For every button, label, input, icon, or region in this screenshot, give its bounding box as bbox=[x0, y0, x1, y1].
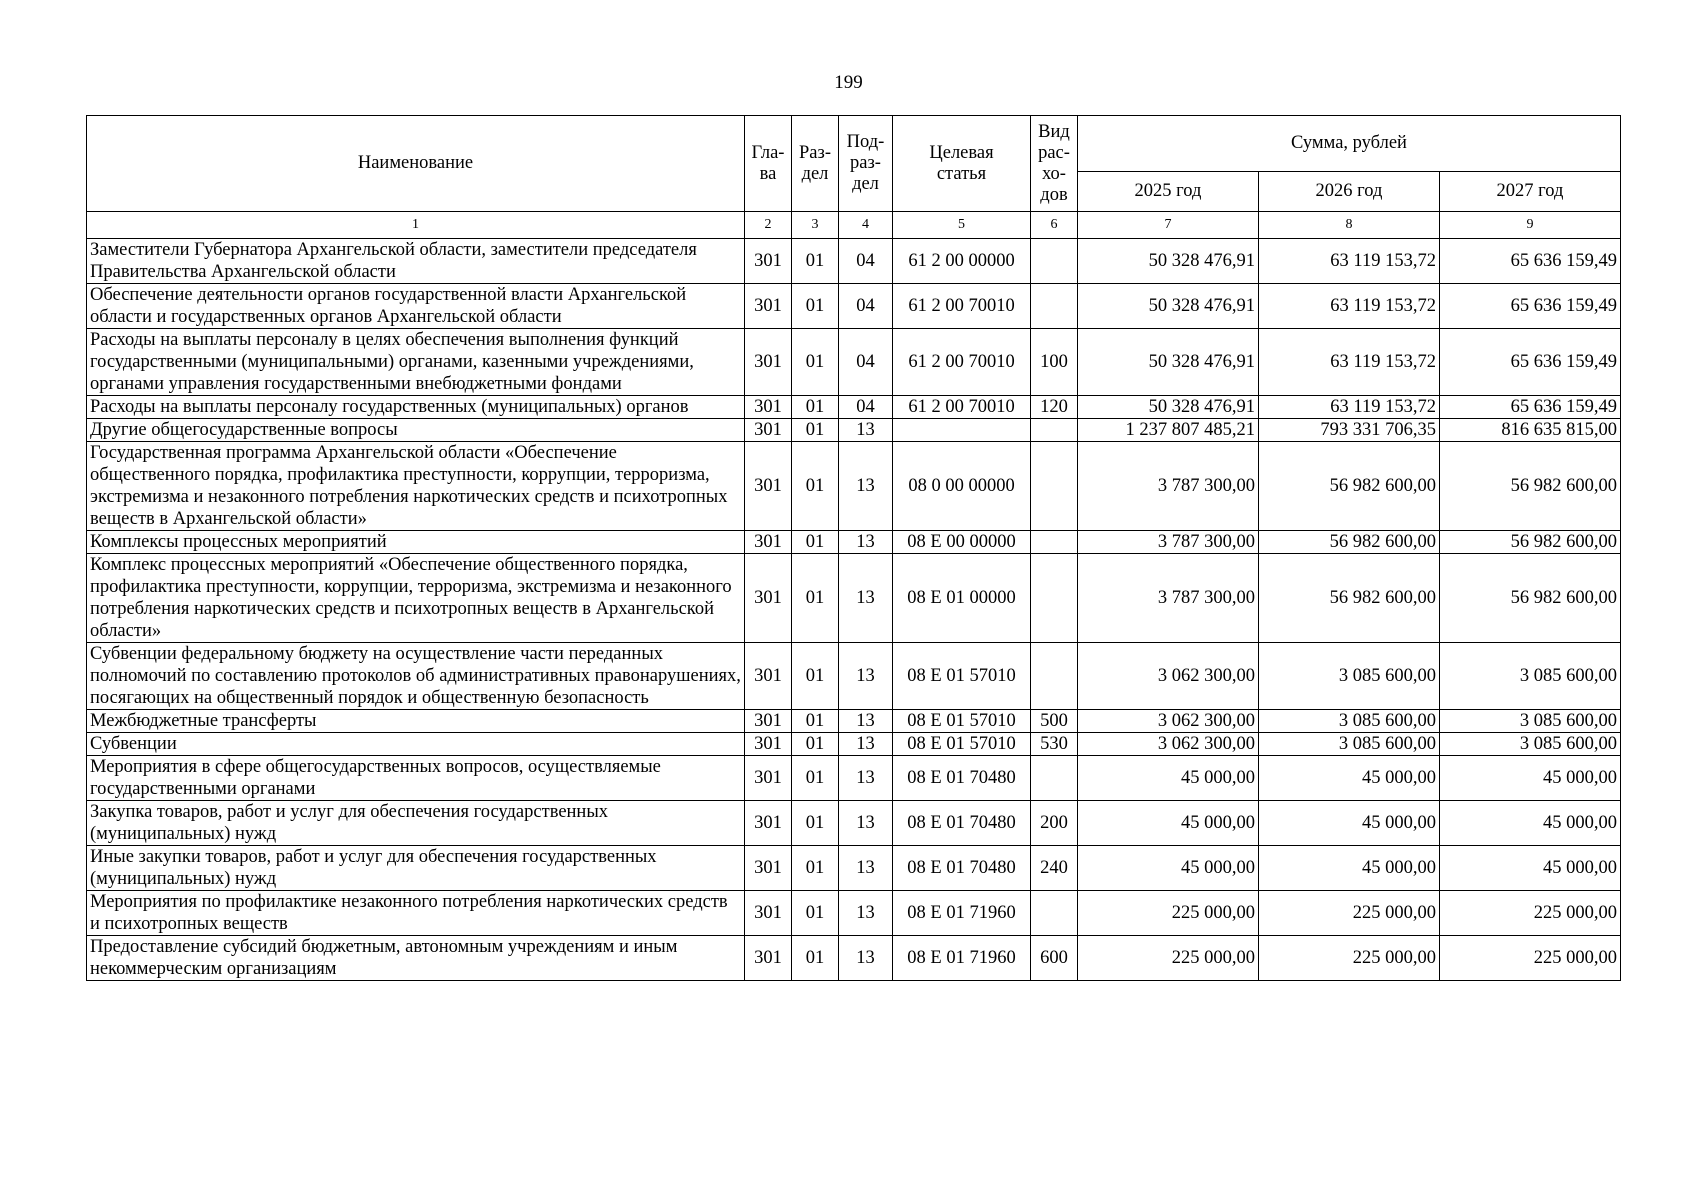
row-celevaya-statya: 08 Е 01 57010 bbox=[893, 710, 1031, 733]
row-sum-2026: 63 119 153,72 bbox=[1259, 396, 1440, 419]
row-razdel: 01 bbox=[792, 643, 839, 710]
row-sum-2026: 3 085 600,00 bbox=[1259, 710, 1440, 733]
row-sum-2027: 816 635 815,00 bbox=[1440, 419, 1621, 442]
table-row bbox=[87, 710, 1621, 733]
row-razdel: 01 bbox=[792, 710, 839, 733]
table-row bbox=[87, 442, 1621, 531]
row-sum-2026: 3 085 600,00 bbox=[1259, 733, 1440, 756]
row-celevaya-statya: 08 0 00 00000 bbox=[893, 442, 1031, 531]
row-sum-2026: 56 982 600,00 bbox=[1259, 531, 1440, 554]
row-razdel: 01 bbox=[792, 554, 839, 643]
row-podrazdel: 13 bbox=[839, 442, 893, 531]
row-vid-rashodov: 100 bbox=[1031, 329, 1078, 396]
row-sum-2025: 225 000,00 bbox=[1078, 936, 1259, 981]
row-podrazdel: 04 bbox=[839, 284, 893, 329]
row-sum-2025: 3 062 300,00 bbox=[1078, 643, 1259, 710]
row-vid-rashodov bbox=[1031, 756, 1078, 801]
column-number: 9 bbox=[1440, 212, 1621, 239]
table-row bbox=[87, 936, 1621, 981]
row-glava: 301 bbox=[745, 531, 792, 554]
row-vid-rashodov: 600 bbox=[1031, 936, 1078, 981]
header-celevaya-statya: Целевая статья bbox=[893, 116, 1031, 212]
header-razdel: Раз- дел bbox=[792, 116, 839, 212]
row-celevaya-statya: 61 2 00 70010 bbox=[893, 396, 1031, 419]
column-numbers-row bbox=[87, 212, 1621, 239]
row-celevaya-statya: 08 Е 01 57010 bbox=[893, 733, 1031, 756]
row-sum-2025: 225 000,00 bbox=[1078, 891, 1259, 936]
row-sum-2025: 50 328 476,91 bbox=[1078, 239, 1259, 284]
row-sum-2025: 3 787 300,00 bbox=[1078, 531, 1259, 554]
row-razdel: 01 bbox=[792, 239, 839, 284]
row-vid-rashodov bbox=[1031, 239, 1078, 284]
table-body bbox=[87, 239, 1621, 981]
row-vid-rashodov bbox=[1031, 442, 1078, 531]
row-celevaya-statya: 08 Е 01 70480 bbox=[893, 846, 1031, 891]
row-sum-2027: 65 636 159,49 bbox=[1440, 396, 1621, 419]
table-row bbox=[87, 846, 1621, 891]
row-sum-2027: 3 085 600,00 bbox=[1440, 733, 1621, 756]
row-razdel: 01 bbox=[792, 442, 839, 531]
header-glava: Гла- ва bbox=[745, 116, 792, 212]
row-name: Мероприятия в сфере общегосударственных вопросов, осуществляемые государственными органами bbox=[87, 756, 745, 801]
row-vid-rashodov: 500 bbox=[1031, 710, 1078, 733]
row-glava: 301 bbox=[745, 419, 792, 442]
row-name: Предоставление субсидий бюджетным, автономным учреждениям и иным некоммерческим организациям bbox=[87, 936, 745, 981]
row-vid-rashodov: 240 bbox=[1031, 846, 1078, 891]
row-name: Комплекс процессных мероприятий «Обеспечение общественного порядка, профилактика преступности, коррупции, терроризма, экстремизма и незаконного потребления наркотических средств и психотропных веществ в Архангельской области» bbox=[87, 554, 745, 643]
row-glava: 301 bbox=[745, 396, 792, 419]
row-sum-2027: 45 000,00 bbox=[1440, 846, 1621, 891]
row-razdel: 01 bbox=[792, 936, 839, 981]
row-celevaya-statya: 61 2 00 00000 bbox=[893, 239, 1031, 284]
row-razdel: 01 bbox=[792, 419, 839, 442]
row-sum-2026: 56 982 600,00 bbox=[1259, 442, 1440, 531]
row-sum-2026: 793 331 706,35 bbox=[1259, 419, 1440, 442]
row-podrazdel: 13 bbox=[839, 419, 893, 442]
row-celevaya-statya: 08 Е 01 57010 bbox=[893, 643, 1031, 710]
header-year-2027: 2027 год bbox=[1440, 172, 1621, 212]
row-sum-2025: 45 000,00 bbox=[1078, 846, 1259, 891]
row-sum-2026: 45 000,00 bbox=[1259, 846, 1440, 891]
table-row bbox=[87, 284, 1621, 329]
table-row bbox=[87, 733, 1621, 756]
row-sum-2025: 45 000,00 bbox=[1078, 801, 1259, 846]
row-name: Другие общегосударственные вопросы bbox=[87, 419, 745, 442]
row-razdel: 01 bbox=[792, 396, 839, 419]
row-vid-rashodov: 200 bbox=[1031, 801, 1078, 846]
row-name: Закупка товаров, работ и услуг для обеспечения государственных (муниципальных) нужд bbox=[87, 801, 745, 846]
row-sum-2026: 63 119 153,72 bbox=[1259, 329, 1440, 396]
row-sum-2026: 56 982 600,00 bbox=[1259, 554, 1440, 643]
row-podrazdel: 13 bbox=[839, 733, 893, 756]
column-number: 3 bbox=[792, 212, 839, 239]
row-sum-2027: 45 000,00 bbox=[1440, 756, 1621, 801]
row-sum-2025: 3 787 300,00 bbox=[1078, 554, 1259, 643]
row-sum-2026: 63 119 153,72 bbox=[1259, 284, 1440, 329]
row-sum-2027: 56 982 600,00 bbox=[1440, 554, 1621, 643]
table-row bbox=[87, 554, 1621, 643]
row-name: Субвенции федеральному бюджету на осуществление части переданных полномочий по составлению протоколов об административных правонарушениях, посягающих на общественный порядок и общественную безопасность bbox=[87, 643, 745, 710]
row-sum-2026: 63 119 153,72 bbox=[1259, 239, 1440, 284]
row-podrazdel: 13 bbox=[839, 756, 893, 801]
column-number: 7 bbox=[1078, 212, 1259, 239]
row-sum-2026: 225 000,00 bbox=[1259, 891, 1440, 936]
column-number: 2 bbox=[745, 212, 792, 239]
column-number: 5 bbox=[893, 212, 1031, 239]
row-podrazdel: 04 bbox=[839, 329, 893, 396]
row-podrazdel: 13 bbox=[839, 801, 893, 846]
table-row bbox=[87, 329, 1621, 396]
column-number: 1 bbox=[87, 212, 745, 239]
row-vid-rashodov bbox=[1031, 419, 1078, 442]
row-sum-2027: 3 085 600,00 bbox=[1440, 643, 1621, 710]
row-glava: 301 bbox=[745, 710, 792, 733]
table-header bbox=[87, 116, 1621, 239]
row-name: Субвенции bbox=[87, 733, 745, 756]
row-vid-rashodov bbox=[1031, 284, 1078, 329]
row-vid-rashodov bbox=[1031, 531, 1078, 554]
row-podrazdel: 13 bbox=[839, 846, 893, 891]
row-sum-2027: 56 982 600,00 bbox=[1440, 442, 1621, 531]
row-name: Мероприятия по профилактике незаконного потребления наркотических средств и психотропных веществ bbox=[87, 891, 745, 936]
row-razdel: 01 bbox=[792, 284, 839, 329]
column-number: 6 bbox=[1031, 212, 1078, 239]
table-row bbox=[87, 531, 1621, 554]
row-podrazdel: 04 bbox=[839, 239, 893, 284]
row-vid-rashodov bbox=[1031, 554, 1078, 643]
row-glava: 301 bbox=[745, 733, 792, 756]
row-sum-2027: 225 000,00 bbox=[1440, 936, 1621, 981]
row-vid-rashodov bbox=[1031, 643, 1078, 710]
row-sum-2027: 65 636 159,49 bbox=[1440, 239, 1621, 284]
row-name: Обеспечение деятельности органов государственной власти Архангельской области и государственных органов Архангельской области bbox=[87, 284, 745, 329]
table-row bbox=[87, 801, 1621, 846]
budget-table bbox=[86, 115, 1621, 981]
row-razdel: 01 bbox=[792, 801, 839, 846]
row-sum-2025: 1 237 807 485,21 bbox=[1078, 419, 1259, 442]
row-glava: 301 bbox=[745, 329, 792, 396]
row-celevaya-statya: 08 Е 01 00000 bbox=[893, 554, 1031, 643]
row-razdel: 01 bbox=[792, 891, 839, 936]
row-sum-2027: 65 636 159,49 bbox=[1440, 284, 1621, 329]
row-razdel: 01 bbox=[792, 846, 839, 891]
row-sum-2027: 65 636 159,49 bbox=[1440, 329, 1621, 396]
row-podrazdel: 13 bbox=[839, 891, 893, 936]
row-vid-rashodov: 530 bbox=[1031, 733, 1078, 756]
row-glava: 301 bbox=[745, 554, 792, 643]
row-sum-2026: 45 000,00 bbox=[1259, 756, 1440, 801]
row-celevaya-statya: 08 Е 01 70480 bbox=[893, 756, 1031, 801]
column-number: 4 bbox=[839, 212, 893, 239]
row-sum-2025: 50 328 476,91 bbox=[1078, 284, 1259, 329]
row-sum-2025: 45 000,00 bbox=[1078, 756, 1259, 801]
header-summa: Сумма, рублей bbox=[1078, 116, 1621, 172]
table-row bbox=[87, 756, 1621, 801]
row-name: Иные закупки товаров, работ и услуг для обеспечения государственных (муниципальных) нужд bbox=[87, 846, 745, 891]
row-sum-2025: 50 328 476,91 bbox=[1078, 329, 1259, 396]
row-sum-2025: 3 787 300,00 bbox=[1078, 442, 1259, 531]
table-row bbox=[87, 643, 1621, 710]
header-vid-rashodov: Вид рас- хо- дов bbox=[1031, 116, 1078, 212]
row-celevaya-statya: 61 2 00 70010 bbox=[893, 284, 1031, 329]
row-glava: 301 bbox=[745, 801, 792, 846]
row-name: Государственная программа Архангельской области «Обеспечение общественного порядка, профилактика преступности, коррупции, терроризма, экстремизма и незаконного потребления наркотических средств и психотропных веществ в Архангельской области» bbox=[87, 442, 745, 531]
row-glava: 301 bbox=[745, 891, 792, 936]
row-vid-rashodov: 120 bbox=[1031, 396, 1078, 419]
header-year-2025: 2025 год bbox=[1078, 172, 1259, 212]
row-glava: 301 bbox=[745, 442, 792, 531]
row-sum-2026: 225 000,00 bbox=[1259, 936, 1440, 981]
row-sum-2027: 45 000,00 bbox=[1440, 801, 1621, 846]
row-podrazdel: 13 bbox=[839, 643, 893, 710]
row-razdel: 01 bbox=[792, 329, 839, 396]
row-sum-2026: 45 000,00 bbox=[1259, 801, 1440, 846]
row-podrazdel: 04 bbox=[839, 396, 893, 419]
row-sum-2025: 50 328 476,91 bbox=[1078, 396, 1259, 419]
row-glava: 301 bbox=[745, 756, 792, 801]
table-row bbox=[87, 419, 1621, 442]
row-celevaya-statya: 08 Е 01 71960 bbox=[893, 936, 1031, 981]
row-name: Комплексы процессных мероприятий bbox=[87, 531, 745, 554]
row-name: Заместители Губернатора Архангельской области, заместители председателя Правительства Архангельской области bbox=[87, 239, 745, 284]
row-razdel: 01 bbox=[792, 756, 839, 801]
row-celevaya-statya: 08 Е 01 70480 bbox=[893, 801, 1031, 846]
row-glava: 301 bbox=[745, 643, 792, 710]
header-name: Наименование bbox=[87, 116, 745, 212]
row-podrazdel: 13 bbox=[839, 554, 893, 643]
row-name: Межбюджетные трансферты bbox=[87, 710, 745, 733]
row-celevaya-statya: 08 Е 01 71960 bbox=[893, 891, 1031, 936]
row-celevaya-statya bbox=[893, 419, 1031, 442]
row-celevaya-statya: 08 Е 00 00000 bbox=[893, 531, 1031, 554]
row-glava: 301 bbox=[745, 936, 792, 981]
row-sum-2027: 3 085 600,00 bbox=[1440, 710, 1621, 733]
row-sum-2027: 225 000,00 bbox=[1440, 891, 1621, 936]
row-sum-2027: 56 982 600,00 bbox=[1440, 531, 1621, 554]
row-sum-2026: 3 085 600,00 bbox=[1259, 643, 1440, 710]
row-glava: 301 bbox=[745, 284, 792, 329]
row-glava: 301 bbox=[745, 239, 792, 284]
row-podrazdel: 13 bbox=[839, 710, 893, 733]
table-row bbox=[87, 396, 1621, 419]
column-number: 8 bbox=[1259, 212, 1440, 239]
row-name: Расходы на выплаты персоналу государственных (муниципальных) органов bbox=[87, 396, 745, 419]
header-podrazdel: Под- раз- дел bbox=[839, 116, 893, 212]
row-vid-rashodov bbox=[1031, 891, 1078, 936]
header-year-2026: 2026 год bbox=[1259, 172, 1440, 212]
row-glava: 301 bbox=[745, 846, 792, 891]
row-sum-2025: 3 062 300,00 bbox=[1078, 710, 1259, 733]
row-podrazdel: 13 bbox=[839, 531, 893, 554]
row-sum-2025: 3 062 300,00 bbox=[1078, 733, 1259, 756]
page-number: 199 bbox=[834, 72, 863, 93]
row-name: Расходы на выплаты персоналу в целях обеспечения выполнения функций государственными (муниципальными) органами, казенными учреждениями, органами управления государственными внебюджетными фондами bbox=[87, 329, 745, 396]
table-row bbox=[87, 891, 1621, 936]
row-razdel: 01 bbox=[792, 531, 839, 554]
row-podrazdel: 13 bbox=[839, 936, 893, 981]
row-celevaya-statya: 61 2 00 70010 bbox=[893, 329, 1031, 396]
row-razdel: 01 bbox=[792, 733, 839, 756]
table-row bbox=[87, 239, 1621, 284]
